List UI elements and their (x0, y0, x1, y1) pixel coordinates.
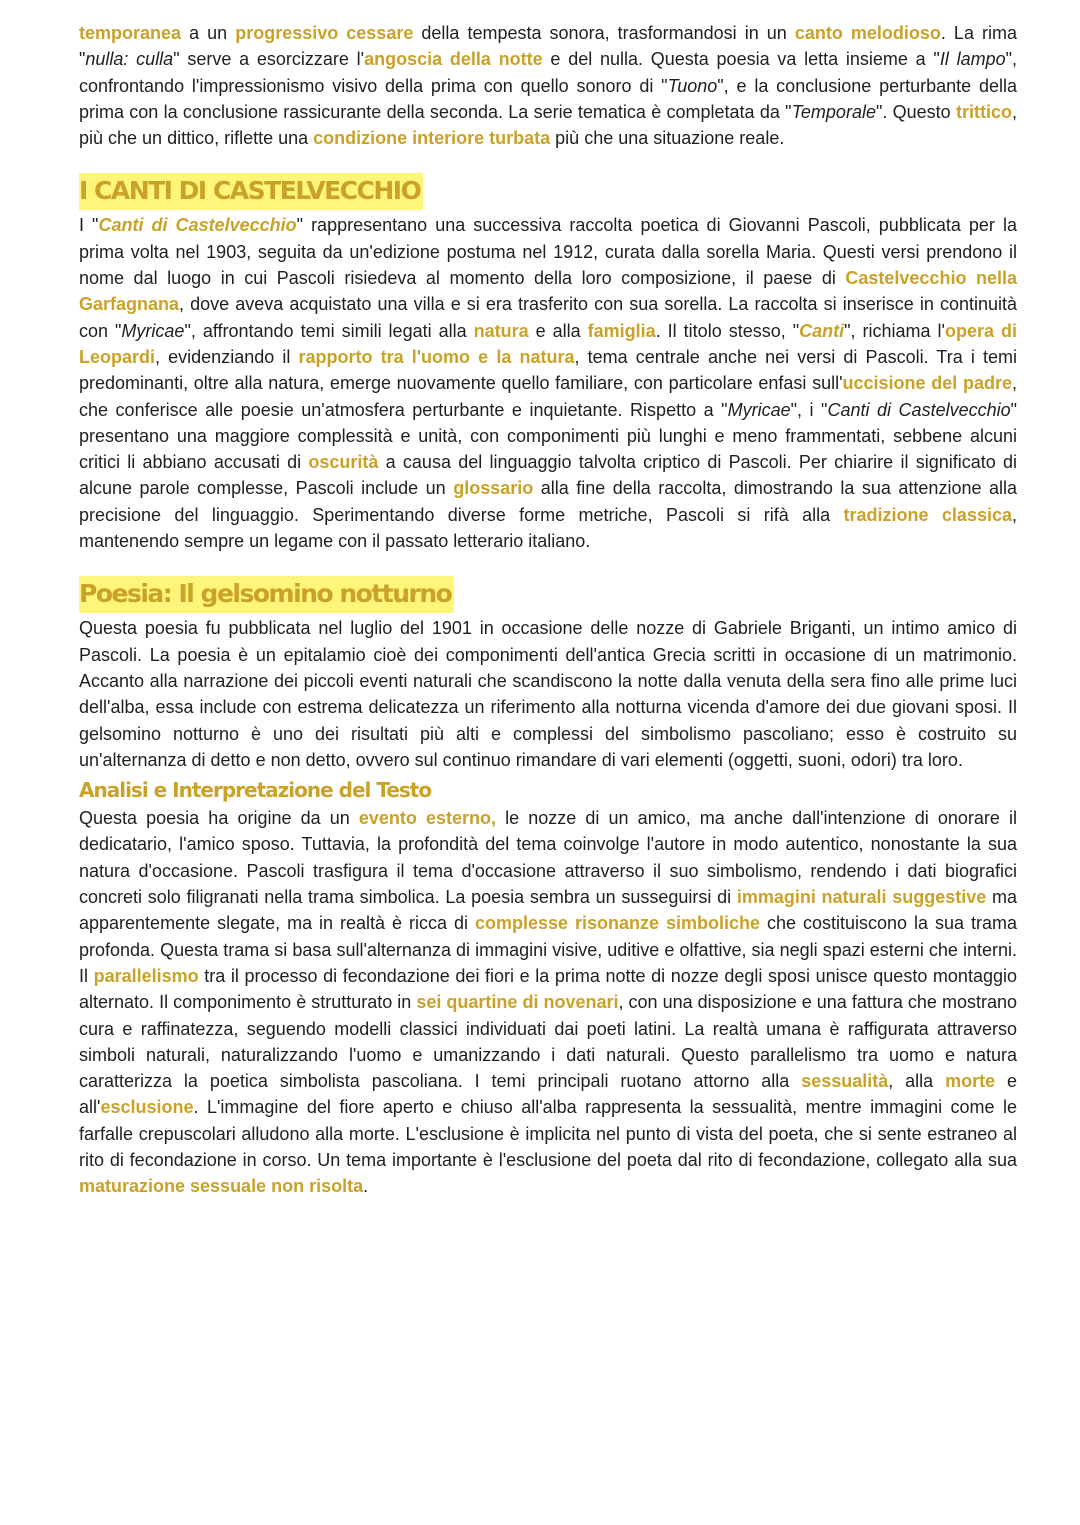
text-run: più che una situazione reale. (550, 128, 785, 149)
highlight-term: tradizione classica (843, 504, 1012, 525)
section-title-gelsomino: Poesia: Il gelsomino notturno (79, 576, 454, 613)
text-run: e all' (79, 1071, 1018, 1118)
highlight-term: Canti di Castelvecchio (98, 215, 297, 236)
text-run: , che conferisce alle poesie un'atmosfera perturbante e inquietante. Rispetto a " (79, 373, 1017, 420)
highlight-term: uccisione del padre (842, 373, 1012, 394)
highlight-term: famiglia (587, 320, 656, 341)
highlight-term: maturazione sessuale non risolta (79, 1176, 364, 1197)
text-run: a causa del linguaggio talvolta criptico di Pascoli. Per chiarire il significato di alcune parole complesse, Pascoli include un (79, 452, 1018, 499)
text-run: " presentano una maggiore complessità e unità, con componimenti più lunghi e meno frammentati, sebbene alcuni critici li abbiano accusati di (79, 399, 1017, 473)
highlight-term: temporanea (79, 23, 182, 43)
highlight-term: evento esterno, (358, 808, 497, 829)
italic-term: Temporale (791, 101, 876, 122)
text-run: Questa poesia ha origine da un (79, 808, 359, 829)
text-run: ", affrontando temi simili legati alla (184, 320, 474, 341)
text-run: ". Questo (875, 101, 956, 122)
gelsomino-paragraph: Questa poesia fu pubblicata nel luglio del 1901 in occasione delle nozze di Gabriele Briganti, un intimo amico di Pascoli. La poesia è un epitalamio cioè dei componimenti dell'antica Grecia scritti in occasione di un matrimonio. Accanto alla narrazione dei piccoli eventi naturali che scandiscono la notte dalla venuta della sera fino alle prime luci dell'alba, essa include con estrema delicatezza un riferimento alla notturna vicenda d'amore dei due giovani sposi. Il gelsomino notturno è uno dei risultati più alti e complessi del simbolismo pascoliano; esso è costruito su un'alternanza di detto e non detto, ovvero sul continuo rimandare di vari elementi (oggetti, suoni, odori) tra loro. (79, 618, 1017, 770)
text-run: e del nulla. Questa poesia va letta insieme a " (542, 49, 940, 70)
canti-paragraph (79, 212, 1017, 554)
highlight-term: Castelvecchio nella Garfagnana (79, 268, 1017, 315)
text-run: , evidenziando il (155, 346, 299, 367)
highlight-term: canto melodioso (794, 23, 941, 43)
text-run: alla fine della raccolta, dimostrando la sua attenzione alla precisione del linguaggio. Sperimentando diverse forme metriche, Pascoli si rifà alla (79, 478, 1017, 525)
text-run: . Il titolo stesso, " (655, 320, 800, 341)
text-run: , più che un dittico, riflette una (79, 101, 1017, 149)
italic-term: Canti di Castelvecchio (827, 399, 1011, 420)
text-run: , mantenendo sempre un legame con il passato letterario italiano. (79, 504, 1018, 552)
highlight-term: progressivo cessare (235, 23, 414, 43)
text-run: ma apparentemente slegate, ma in realtà è ricca di (79, 887, 1018, 934)
italic-term: nulla: culla (85, 49, 174, 70)
highlight-term: angoscia della notte (364, 49, 543, 70)
text-run: ", i " (790, 399, 828, 420)
text-run: ", confrontando l'impressionismo visivo della prima con quello sonoro di " (79, 49, 1017, 96)
highlight-term: oscurità (308, 452, 379, 473)
highlight-term: parallelismo (93, 965, 199, 986)
italic-term: Myricae (121, 320, 185, 341)
text-run: . (363, 1176, 369, 1197)
text-run: le nozze di un amico, ma anche dall'intenzione di onorare il dedicatario, l'amico sposo. Tuttavia, la profondità del tema coinvolge l'autore in modo autentico, nonostante la sua natura d'occasione. Pascoli trasfigura il tema d'occasione attraverso il suo simbolismo, rendendo i dati biografici concreti solo filigranati nella trama simbolica. La poesia sembra un susseguirsi di (79, 808, 1017, 908)
text-run: . L'immagine del fiore aperto e chiuso all'alba rappresenta la sessualità, mentre immagini come le farfalle crepuscolari alludono alla morte. L'esclusione è implicita nel punto di vista del poeta, che si sente estraneo al rito di fecondazione in corso. Un tema importante è l'esclusione del poeta dal rito di fecondazione, collegato alla sua (79, 1097, 1017, 1170)
italic-term: Il lampo (939, 49, 1006, 70)
text-run: , alla (888, 1071, 946, 1092)
text-run: ", e la conclusione perturbante della prima con la conclusione rassicurante della seconda. La serie tematica è completata da " (79, 75, 1018, 122)
italic-term: Myricae (727, 399, 791, 420)
highlight-term: rapporto tra l'uomo e la natura (298, 346, 575, 367)
text-run: I " (79, 215, 99, 236)
text-run: tra il processo di fecondazione dei fiori e la prima notte di nozze degli sposi unisce questo montaggio alternato. Il componimento è strutturato in (79, 965, 1017, 1013)
highlight-term: sei quartine di novenari (416, 992, 619, 1013)
text-run: " serve a esorcizzare l' (173, 49, 365, 70)
highlight-term: esclusione (100, 1097, 194, 1118)
highlight-term: natura (473, 320, 529, 341)
page-content (79, 20, 1017, 1200)
highlight-term: Canti (799, 320, 845, 341)
analisi-paragraph (79, 805, 1017, 1199)
text-run: e alla (528, 320, 588, 341)
text-run: , dove aveva acquistato una villa e si era trasferito con sua sorella. La raccolta si inserisce in continuità con " (79, 294, 1017, 341)
highlight-term: sessualità (801, 1071, 889, 1092)
subsection-title-analisi: Analisi e Interpretazione del Testo (79, 778, 432, 803)
highlight-term: glossario (453, 478, 534, 499)
highlight-term: trittico (955, 101, 1012, 122)
section-title-canti: I CANTI DI CASTELVECCHIO (79, 173, 423, 210)
text-run: . La rima " (79, 23, 1017, 70)
intro-paragraph (79, 20, 1017, 151)
text-run: della tempesta sonora, trasformandosi in un (413, 23, 795, 43)
highlight-term: complesse risonanze simboliche (474, 913, 761, 934)
text-run: , con una disposizione e una fattura che mostrano cura e raffinatezza, seguendo modelli classici individuati dai poeti latini. La realtà umana è raffigurata attraverso simboli naturali, naturalizzando l'uomo e umanizzando i dati naturali. Questo parallelismo tra uomo e natura caratterizza la poetica simbolista pascoliana. I temi principali ruotano attorno alla (79, 992, 1017, 1092)
italic-term: Tuono (667, 75, 718, 96)
text-run: ", richiama l' (844, 320, 945, 341)
highlight-term: immagini naturali suggestive (736, 887, 987, 908)
text-run: , tema centrale anche nei versi di Pascoli. Tra i temi predominanti, oltre alla natura, emerge nuovamente quello familiare, con particolare enfasi sull' (79, 346, 1017, 394)
highlight-term: morte (945, 1071, 996, 1092)
highlight-term: condizione interiore turbata (313, 128, 551, 149)
text-run: che costituiscono la sua trama profonda. Questa trama si basa sull'alternanza di immagini visive, uditive e olfattive, sia negli spazi esterni che interni. Il (79, 913, 1018, 986)
text-run: " rappresentano una successiva raccolta poetica di Giovanni Pascoli, pubblicata per la prima volta nel 1903, seguita da un'edizione postuma nel 1912, curata dalla sorella Maria. Questi versi prendono il nome dal luogo in cui Pascoli risiedeva al momento della loro composizione, il paese di (79, 215, 1017, 289)
text-run: a un (181, 23, 236, 43)
highlight-term: opera di Leopardi (79, 320, 1017, 367)
